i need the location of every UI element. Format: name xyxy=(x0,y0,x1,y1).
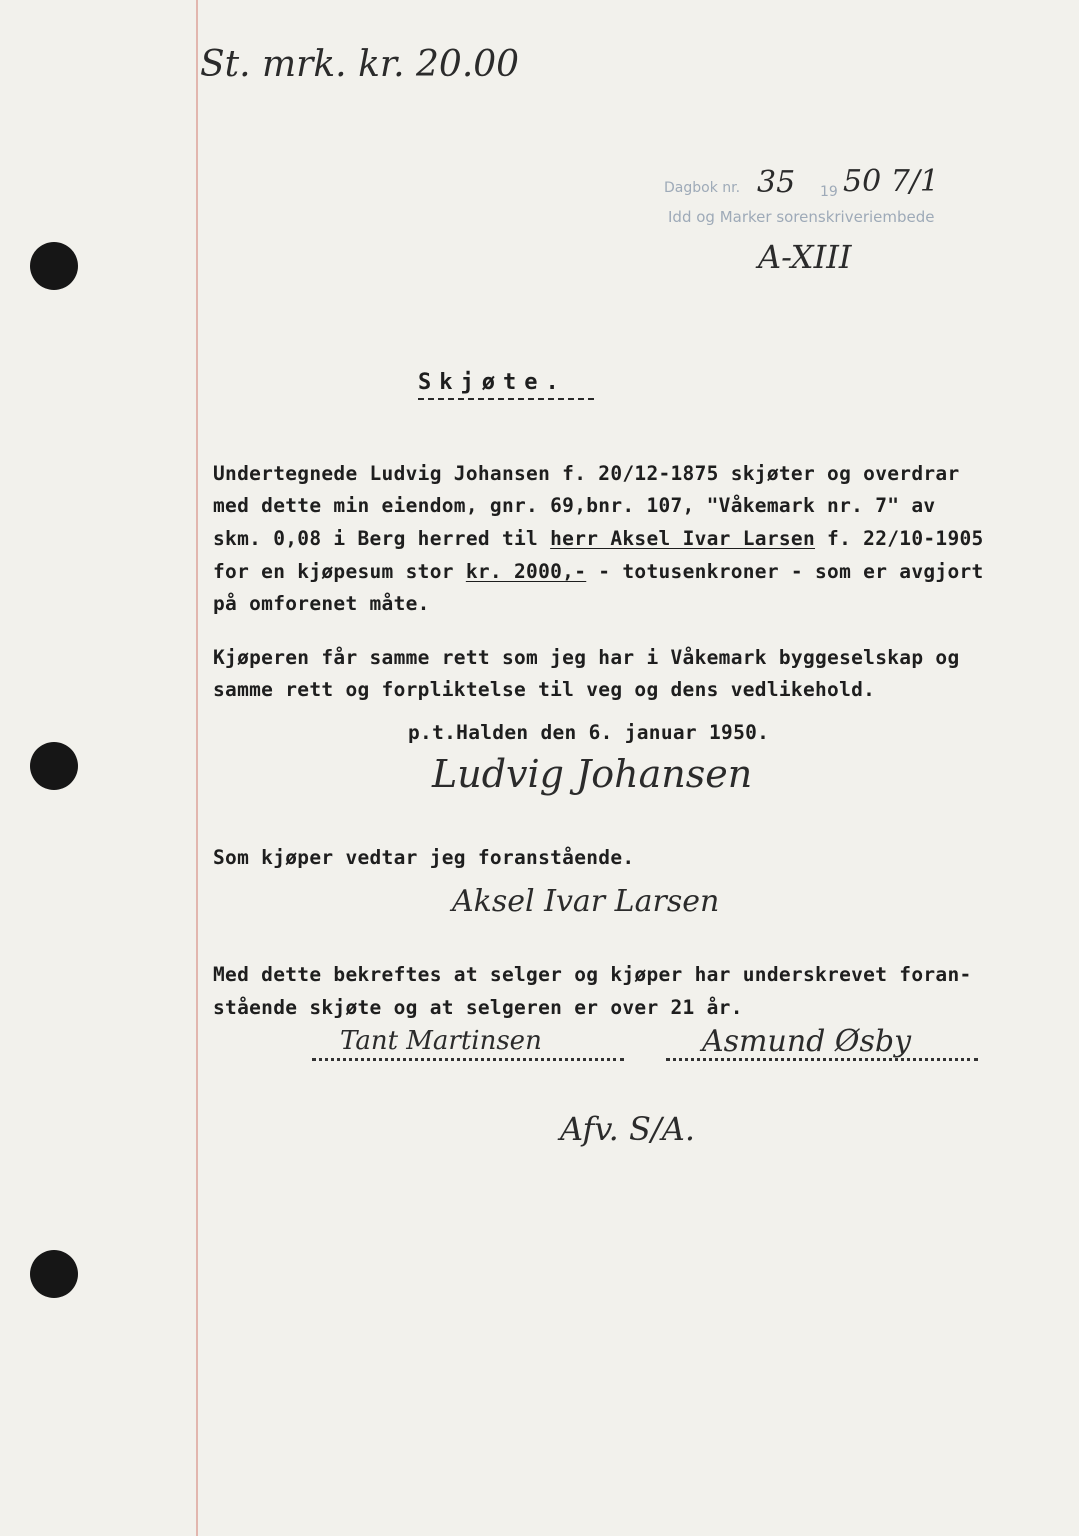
journal-year-date: 50 7/1 xyxy=(843,164,939,199)
witness-line: stående skjøte og at selgeren er over 21 år. xyxy=(213,996,743,1019)
witness-signature: Tant Martinsen xyxy=(340,1026,542,1056)
body-line: skm. 0,08 i Berg herred til herr Aksel Ivar Larsen f. 22/10-1905 xyxy=(213,527,984,550)
punch-hole xyxy=(30,1250,78,1298)
stamp-duty-note: St. mrk. kr. 20.00 xyxy=(200,44,520,85)
buyer-name: herr Aksel Ivar Larsen xyxy=(550,527,816,550)
journal-year-prefix: 19 xyxy=(820,184,838,200)
punch-hole xyxy=(30,242,78,290)
body-line: Undertegnede Ludvig Johansen f. 20/12-1875 skjøter og overdrar xyxy=(213,462,960,485)
purchase-price: kr. 2000,- xyxy=(465,560,587,583)
body-line: samme rett og forpliktelse til veg og dens vedlikehold. xyxy=(213,678,876,701)
buyer-statement: Som kjøper vedtar jeg foranstående. xyxy=(213,846,635,869)
volume-number: A-XIII xyxy=(758,238,852,276)
title-underline xyxy=(418,398,594,400)
body-line: Kjøperen får samme rett som jeg har i Våkemark byggeselskap og xyxy=(213,646,960,669)
seller-signature: Ludvig Johansen xyxy=(432,752,753,796)
buyer-signature: Aksel Ivar Larsen xyxy=(452,884,720,919)
place-date: p.t.Halden den 6. januar 1950. xyxy=(408,721,770,744)
body-line: for en kjøpesum stor kr. 2000,- - totusenkroner - som er avgjort xyxy=(213,560,984,583)
witness-signature: Asmund Øsby xyxy=(702,1024,912,1059)
handwritten-note: Afv. S/A. xyxy=(560,1110,695,1148)
journal-number: 35 xyxy=(757,165,796,200)
document-title: Skjøte. xyxy=(418,370,567,395)
journal-label: Dagbok nr. xyxy=(664,180,741,196)
punch-hole xyxy=(30,742,78,790)
body-line: med dette min eiendom, gnr. 69,bnr. 107, "Våkemark nr. 7" av xyxy=(213,494,936,517)
signature-line xyxy=(312,1058,624,1061)
journal-office: Idd og Marker sorenskriveriembede xyxy=(668,208,935,226)
margin-line xyxy=(196,0,198,1536)
body-line: på omforenet måte. xyxy=(213,592,430,615)
witness-line: Med dette bekreftes at selger og kjøper har underskrevet foran- xyxy=(213,963,972,986)
